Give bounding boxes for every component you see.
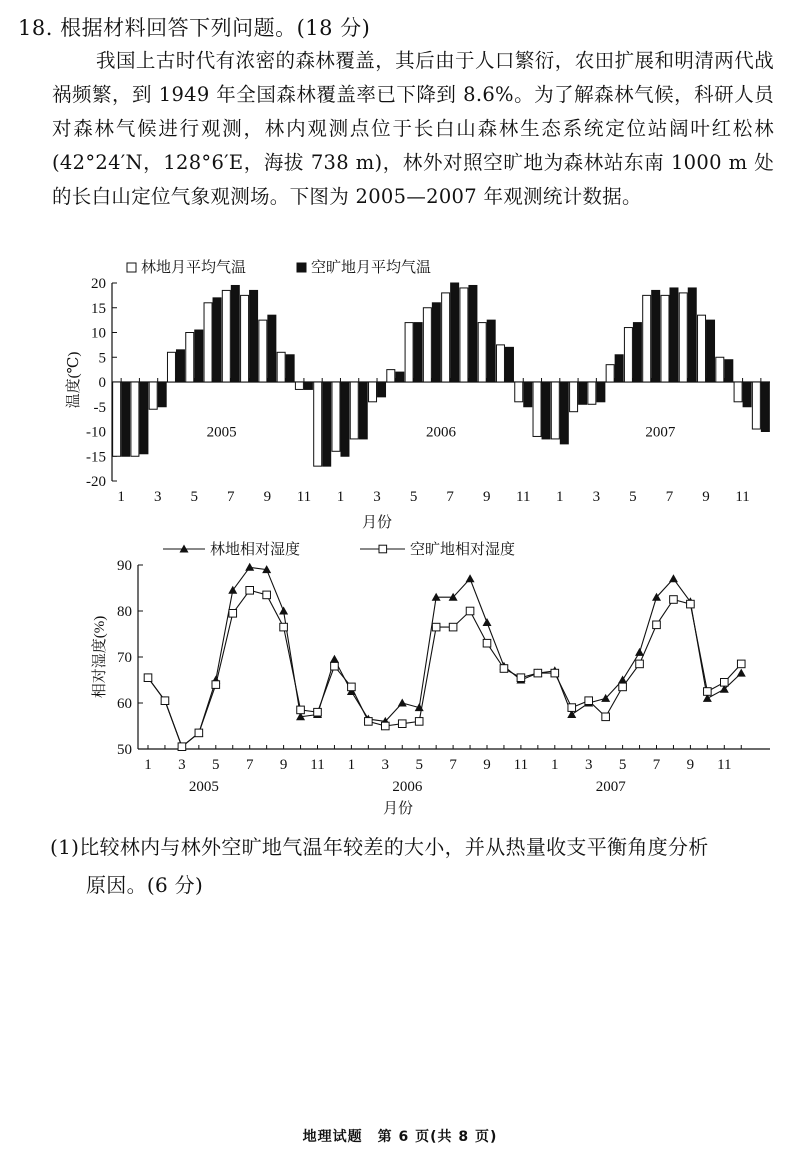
- legend-label-open: 空旷地相对湿度: [410, 542, 516, 558]
- humidity-line-chart: [0, 535, 800, 825]
- open-temperature-bar: [451, 283, 459, 382]
- x-tick-label: 1: [336, 489, 345, 505]
- open-temperature-bar: [615, 355, 623, 382]
- x-tick-label: 7: [227, 489, 235, 505]
- forest-humidity-point: [635, 648, 644, 656]
- x-tick-label: 5: [618, 757, 627, 773]
- x-tick-label: 9: [279, 757, 288, 773]
- open-temperature-bar: [359, 382, 367, 439]
- open-humidity-point: [585, 697, 593, 705]
- sub-question-1-line1: (1)比较林内与林外空旷地气温年较差的大小，并从热量收支平衡角度分析: [50, 835, 709, 859]
- forest-temperature-bar: [295, 382, 303, 389]
- forest-temperature-bar: [241, 295, 249, 382]
- x-tick-label: 11: [310, 757, 325, 773]
- x-tick-label: 11: [516, 489, 531, 505]
- open-temperature-bar: [304, 382, 312, 389]
- open-humidity-point: [263, 591, 271, 599]
- forest-temperature-bar: [606, 365, 614, 382]
- open-humidity-point: [144, 674, 152, 682]
- y-tick-label: 50: [117, 742, 132, 758]
- open-humidity-point: [415, 718, 423, 726]
- forest-temperature-bar: [570, 382, 578, 412]
- open-humidity-point: [737, 660, 745, 668]
- y-tick-label: 60: [117, 696, 132, 712]
- x-tick-label: 9: [482, 489, 491, 505]
- temperature-bar-chart: [0, 255, 800, 535]
- y-tick-label: 90: [117, 558, 132, 574]
- x-axis-label: 月份: [361, 515, 393, 531]
- open-temperature-bar: [195, 330, 203, 382]
- open-humidity-point: [365, 718, 373, 726]
- x-tick-label: 11: [717, 757, 732, 773]
- forest-humidity-point: [466, 574, 475, 582]
- forest-temperature-bar: [314, 382, 322, 466]
- open-humidity-point: [500, 665, 508, 673]
- forest-temperature-bar: [405, 323, 413, 382]
- x-tick-label: 3: [373, 489, 381, 505]
- y-axis-label: 温度(℃): [66, 351, 82, 409]
- open-humidity-point: [721, 679, 729, 687]
- forest-humidity-point: [483, 618, 492, 626]
- forest-temperature-bar: [387, 370, 395, 382]
- x-tick-label: 9: [483, 757, 491, 773]
- forest-temperature-bar: [734, 382, 742, 402]
- forest-temperature-bar: [496, 345, 504, 382]
- forest-temperature-bar: [643, 295, 651, 382]
- open-temperature-bar: [688, 288, 696, 382]
- x-tick-label: 7: [449, 757, 457, 773]
- open-humidity-point: [466, 607, 474, 615]
- x-tick-label: 9: [263, 489, 272, 505]
- x-tick-label: 7: [652, 757, 661, 773]
- question-passage: 我国上古时代有浓密的森林覆盖，其后由于人口繁衍，农田扩展和明清两代战祸频繁，到 1949 年全国森林覆盖率已下降到 8.6%。为了解森林气候，科研人员对森林气候进行观测，林内观测点位于长白山森林生态系统定位站阔叶红松林(42°24′N，128°6′E，海拔 738 m)，林外对照空旷地为森林站东南 1000 m 处的长白山定位气象观测场。下图为 2005—2007 年观测统计数据。: [52, 49, 774, 208]
- legend-marker-open: [379, 545, 387, 553]
- open-humidity-point: [212, 681, 220, 689]
- forest-temperature-bar: [369, 382, 377, 402]
- open-temperature-bar: [268, 315, 276, 382]
- y-tick-label: 5: [98, 350, 106, 367]
- x-tick-label: 1: [144, 757, 152, 773]
- y-tick-label: 0: [98, 375, 106, 391]
- forest-temperature-bar: [679, 293, 687, 382]
- legend-label-open: 空旷地月平均气温: [311, 260, 432, 276]
- open-humidity-point: [483, 639, 491, 647]
- year-label: 2006: [426, 424, 456, 441]
- open-temperature-bar: [176, 350, 184, 382]
- x-tick-label: 9: [702, 489, 710, 505]
- open-humidity-point: [246, 587, 254, 595]
- open-humidity-point: [670, 596, 678, 604]
- open-humidity-point: [314, 708, 322, 716]
- y-tick-label: -5: [93, 399, 106, 416]
- y-tick-label: 80: [117, 604, 132, 620]
- open-temperature-bar: [213, 298, 221, 382]
- forest-temperature-bar: [222, 290, 230, 382]
- x-tick-label: 11: [513, 757, 529, 773]
- y-axis-label: 相对湿度(%): [92, 615, 108, 699]
- forest-temperature-bar: [259, 320, 267, 382]
- open-temperature-bar: [542, 382, 550, 439]
- open-temperature-bar: [286, 355, 294, 382]
- open-humidity-point: [280, 623, 288, 631]
- forest-temperature-bar: [131, 382, 139, 456]
- y-tick-label: -10: [86, 424, 106, 441]
- open-temperature-bar: [652, 290, 660, 382]
- open-humidity-point: [619, 683, 627, 691]
- open-humidity-point: [178, 743, 186, 751]
- forest-temperature-bar: [167, 352, 175, 382]
- forest-humidity-point: [330, 655, 339, 663]
- forest-temperature-bar: [277, 352, 285, 382]
- open-humidity-point: [348, 683, 356, 691]
- x-tick-label: 5: [190, 489, 198, 505]
- x-tick-label: 3: [178, 757, 186, 773]
- year-label: 2007: [595, 779, 626, 795]
- forest-temperature-bar: [478, 323, 486, 382]
- open-temperature-bar: [487, 320, 495, 382]
- open-humidity-point: [297, 706, 305, 714]
- open-temperature-bar: [122, 382, 130, 456]
- open-temperature-bar: [597, 382, 605, 402]
- forest-humidity-line: [148, 567, 741, 746]
- forest-temperature-bar: [332, 382, 340, 451]
- open-temperature-bar: [743, 382, 751, 407]
- legend-label-forest: 林地月平均气温: [141, 260, 247, 276]
- y-tick-label: 70: [117, 650, 132, 666]
- open-humidity-point: [653, 621, 661, 629]
- open-temperature-bar: [505, 347, 513, 382]
- x-tick-label: 1: [117, 489, 125, 505]
- year-label: 2005: [206, 424, 237, 441]
- open-humidity-point: [636, 660, 644, 668]
- x-tick-label: 1: [556, 489, 564, 505]
- x-tick-label: 1: [551, 757, 559, 773]
- forest-temperature-bar: [698, 315, 706, 382]
- forest-humidity-point: [228, 586, 237, 594]
- year-label: 2005: [188, 779, 219, 795]
- open-humidity-point: [432, 623, 440, 631]
- forest-temperature-bar: [588, 382, 596, 404]
- forest-temperature-bar: [661, 295, 669, 382]
- open-humidity-point: [195, 729, 203, 737]
- forest-temperature-bar: [624, 328, 632, 382]
- forest-temperature-bar: [149, 382, 157, 409]
- x-tick-label: 11: [735, 489, 750, 505]
- x-tick-label: 9: [686, 757, 695, 773]
- open-humidity-point: [687, 600, 695, 608]
- open-temperature-bar: [432, 303, 440, 382]
- open-humidity-point: [449, 623, 457, 631]
- forest-temperature-bar: [460, 288, 468, 382]
- open-temperature-bar: [341, 382, 349, 456]
- open-temperature-bar: [670, 288, 678, 382]
- legend-label-forest: 林地相对湿度: [210, 542, 301, 558]
- forest-temperature-bar: [186, 333, 194, 383]
- x-tick-label: 5: [415, 757, 423, 773]
- year-label: 2006: [392, 779, 423, 795]
- forest-temperature-bar: [423, 308, 431, 382]
- open-humidity-point: [568, 704, 576, 712]
- open-humidity-point: [602, 713, 610, 721]
- sub-question-1-line2: 原因。(6 分): [86, 873, 204, 897]
- open-temperature-bar: [579, 382, 587, 404]
- open-humidity-point: [398, 720, 406, 728]
- open-humidity-point: [534, 669, 542, 677]
- open-temperature-bar: [707, 320, 715, 382]
- forest-temperature-bar: [551, 382, 559, 439]
- open-humidity-point: [161, 697, 169, 705]
- open-humidity-point: [517, 674, 525, 682]
- open-humidity-point: [229, 610, 237, 618]
- open-temperature-bar: [560, 382, 568, 444]
- forest-temperature-bar: [350, 382, 358, 439]
- y-tick-label: -20: [86, 474, 106, 490]
- forest-humidity-point: [737, 669, 746, 677]
- forest-temperature-bar: [716, 357, 724, 382]
- open-temperature-bar: [231, 285, 239, 382]
- sub-question-1: [50, 828, 780, 904]
- open-temperature-bar: [158, 382, 166, 407]
- open-temperature-bar: [323, 382, 331, 466]
- x-tick-label: 3: [153, 489, 162, 505]
- legend-swatch-open: [297, 263, 306, 272]
- open-temperature-bar: [140, 382, 148, 454]
- x-tick-label: 1: [347, 757, 356, 773]
- forest-temperature-bar: [515, 382, 523, 402]
- open-humidity-point: [704, 688, 712, 696]
- year-label: 2007: [645, 424, 676, 441]
- open-temperature-bar: [633, 323, 641, 382]
- x-tick-label: 3: [381, 757, 390, 773]
- open-humidity-point: [551, 669, 559, 677]
- open-temperature-bar: [524, 382, 532, 407]
- open-temperature-bar: [250, 290, 258, 382]
- x-axis-label: 月份: [382, 801, 414, 817]
- open-temperature-bar: [378, 382, 386, 397]
- forest-temperature-bar: [204, 303, 212, 382]
- forest-humidity-point: [245, 563, 254, 571]
- open-temperature-bar: [469, 285, 477, 382]
- open-temperature-bar: [761, 382, 769, 432]
- forest-temperature-bar: [752, 382, 760, 429]
- y-tick-label: -15: [86, 449, 106, 466]
- legend-swatch-forest: [127, 263, 136, 272]
- x-tick-label: 5: [409, 489, 418, 505]
- forest-temperature-bar: [533, 382, 541, 436]
- open-temperature-bar: [414, 323, 422, 382]
- x-tick-label: 5: [212, 757, 220, 773]
- x-tick-label: 3: [592, 489, 601, 505]
- x-tick-label: 7: [446, 489, 454, 505]
- x-tick-label: 3: [584, 757, 593, 773]
- open-humidity-point: [382, 722, 390, 730]
- question-title: 18. 根据材料回答下列问题。(18 分): [18, 16, 371, 40]
- x-tick-label: 5: [629, 489, 637, 505]
- x-tick-label: 7: [665, 489, 674, 505]
- y-tick-label: 20: [91, 276, 106, 292]
- open-temperature-bar: [725, 360, 733, 382]
- forest-humidity-point: [398, 699, 407, 707]
- open-humidity-point: [331, 662, 339, 670]
- forest-temperature-bar: [442, 293, 450, 382]
- page-footer: 地理试题 第 6 页(共 8 页): [302, 1129, 498, 1145]
- open-temperature-bar: [396, 372, 404, 382]
- forest-humidity-point: [669, 574, 678, 582]
- forest-humidity-point: [279, 607, 288, 615]
- x-tick-label: 11: [296, 489, 312, 505]
- y-tick-label: 15: [91, 300, 106, 317]
- x-tick-label: 7: [245, 757, 254, 773]
- y-tick-label: 10: [91, 325, 106, 342]
- forest-humidity-point: [618, 676, 627, 684]
- forest-temperature-bar: [113, 382, 121, 456]
